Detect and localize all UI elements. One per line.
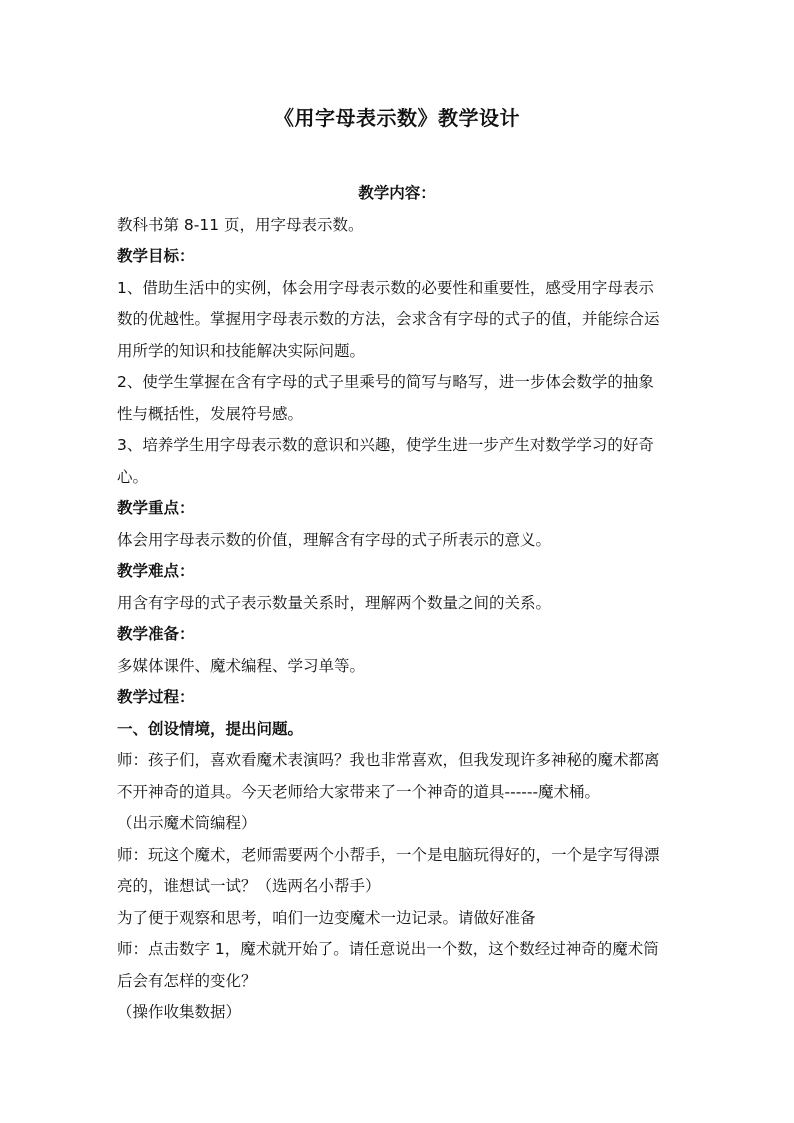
body-text-line: 2、使学生掌握在含有字母的式子里乘号的简写与略写，进一步体会数学的抽象 (117, 373, 654, 391)
section-heading: 教学准备： (117, 625, 195, 643)
section-heading: 教学过程： (117, 688, 195, 706)
body-text-line: 师：孩子们，喜欢看魔术表演吗？我也非常喜欢，但我发现许多神秘的魔术都离 (117, 751, 660, 769)
body-text-line: 师：玩这个魔术，老师需要两个小帮手，一个是电脑玩得好的，一个是字写得漂 (117, 845, 660, 864)
body-text-line: 教科书第 8-11 页，用字母表示数。 (117, 215, 364, 234)
body-text-line: 不开神奇的道具。今天老师给大家带来了一个神奇的道具------魔术桶。 (117, 782, 601, 801)
section-heading: 教学重点： (117, 499, 195, 517)
section-heading: 教学难点： (117, 562, 195, 580)
body-text-line: 性与概括性，发展符号感。 (117, 404, 304, 423)
body-text-line: 亮的，谁想试一试？（选两名小帮手） (117, 877, 381, 895)
section-heading: 一、创设情境，提出问题。 (117, 719, 304, 738)
body-text-line: 用含有字母的式子表示数量关系时，理解两个数量之间的关系。 (117, 593, 552, 612)
body-text-line: （操作收集数据） (117, 1003, 242, 1021)
body-text-line: （出示魔术筒编程） (117, 814, 257, 832)
body-text-line: 1、借助生活中的实例，体会用字母表示数的必要性和重要性，感受用字母表示 (117, 278, 654, 297)
body-text-line: 多媒体课件、魔术编程、学习单等。 (117, 656, 366, 675)
document-title: 《用字母表示数》教学设计 (274, 106, 520, 130)
body-text-line: 师：点击数字 1，魔术就开始了。请任意说出一个数，这个数经过神奇的魔术筒 (117, 940, 659, 958)
body-text-line: 体会用字母表示数的价值，理解含有字母的式子所表示的意义。 (117, 530, 552, 549)
section-heading: 教学目标： (117, 247, 195, 265)
body-text-line: 后会有怎样的变化？ (117, 971, 257, 990)
body-text-line: 心。 (117, 467, 149, 486)
body-text-line: 为了便于观察和思考，咱们一边变魔术一边记录。请做好准备 (117, 908, 536, 927)
document-body (117, 178, 677, 1029)
section-heading: 教学内容： (358, 184, 436, 202)
body-text-line: 数的优越性。掌握用字母表示数的方法，会求含有字母的式子的值，并能综合运 (117, 310, 660, 328)
body-text-line: 3、培养学生用字母表示数的意识和兴趣，使学生进一步产生对数学学习的好奇 (117, 436, 654, 454)
body-text-line: 用所学的知识和技能解决实际问题。 (117, 341, 366, 360)
